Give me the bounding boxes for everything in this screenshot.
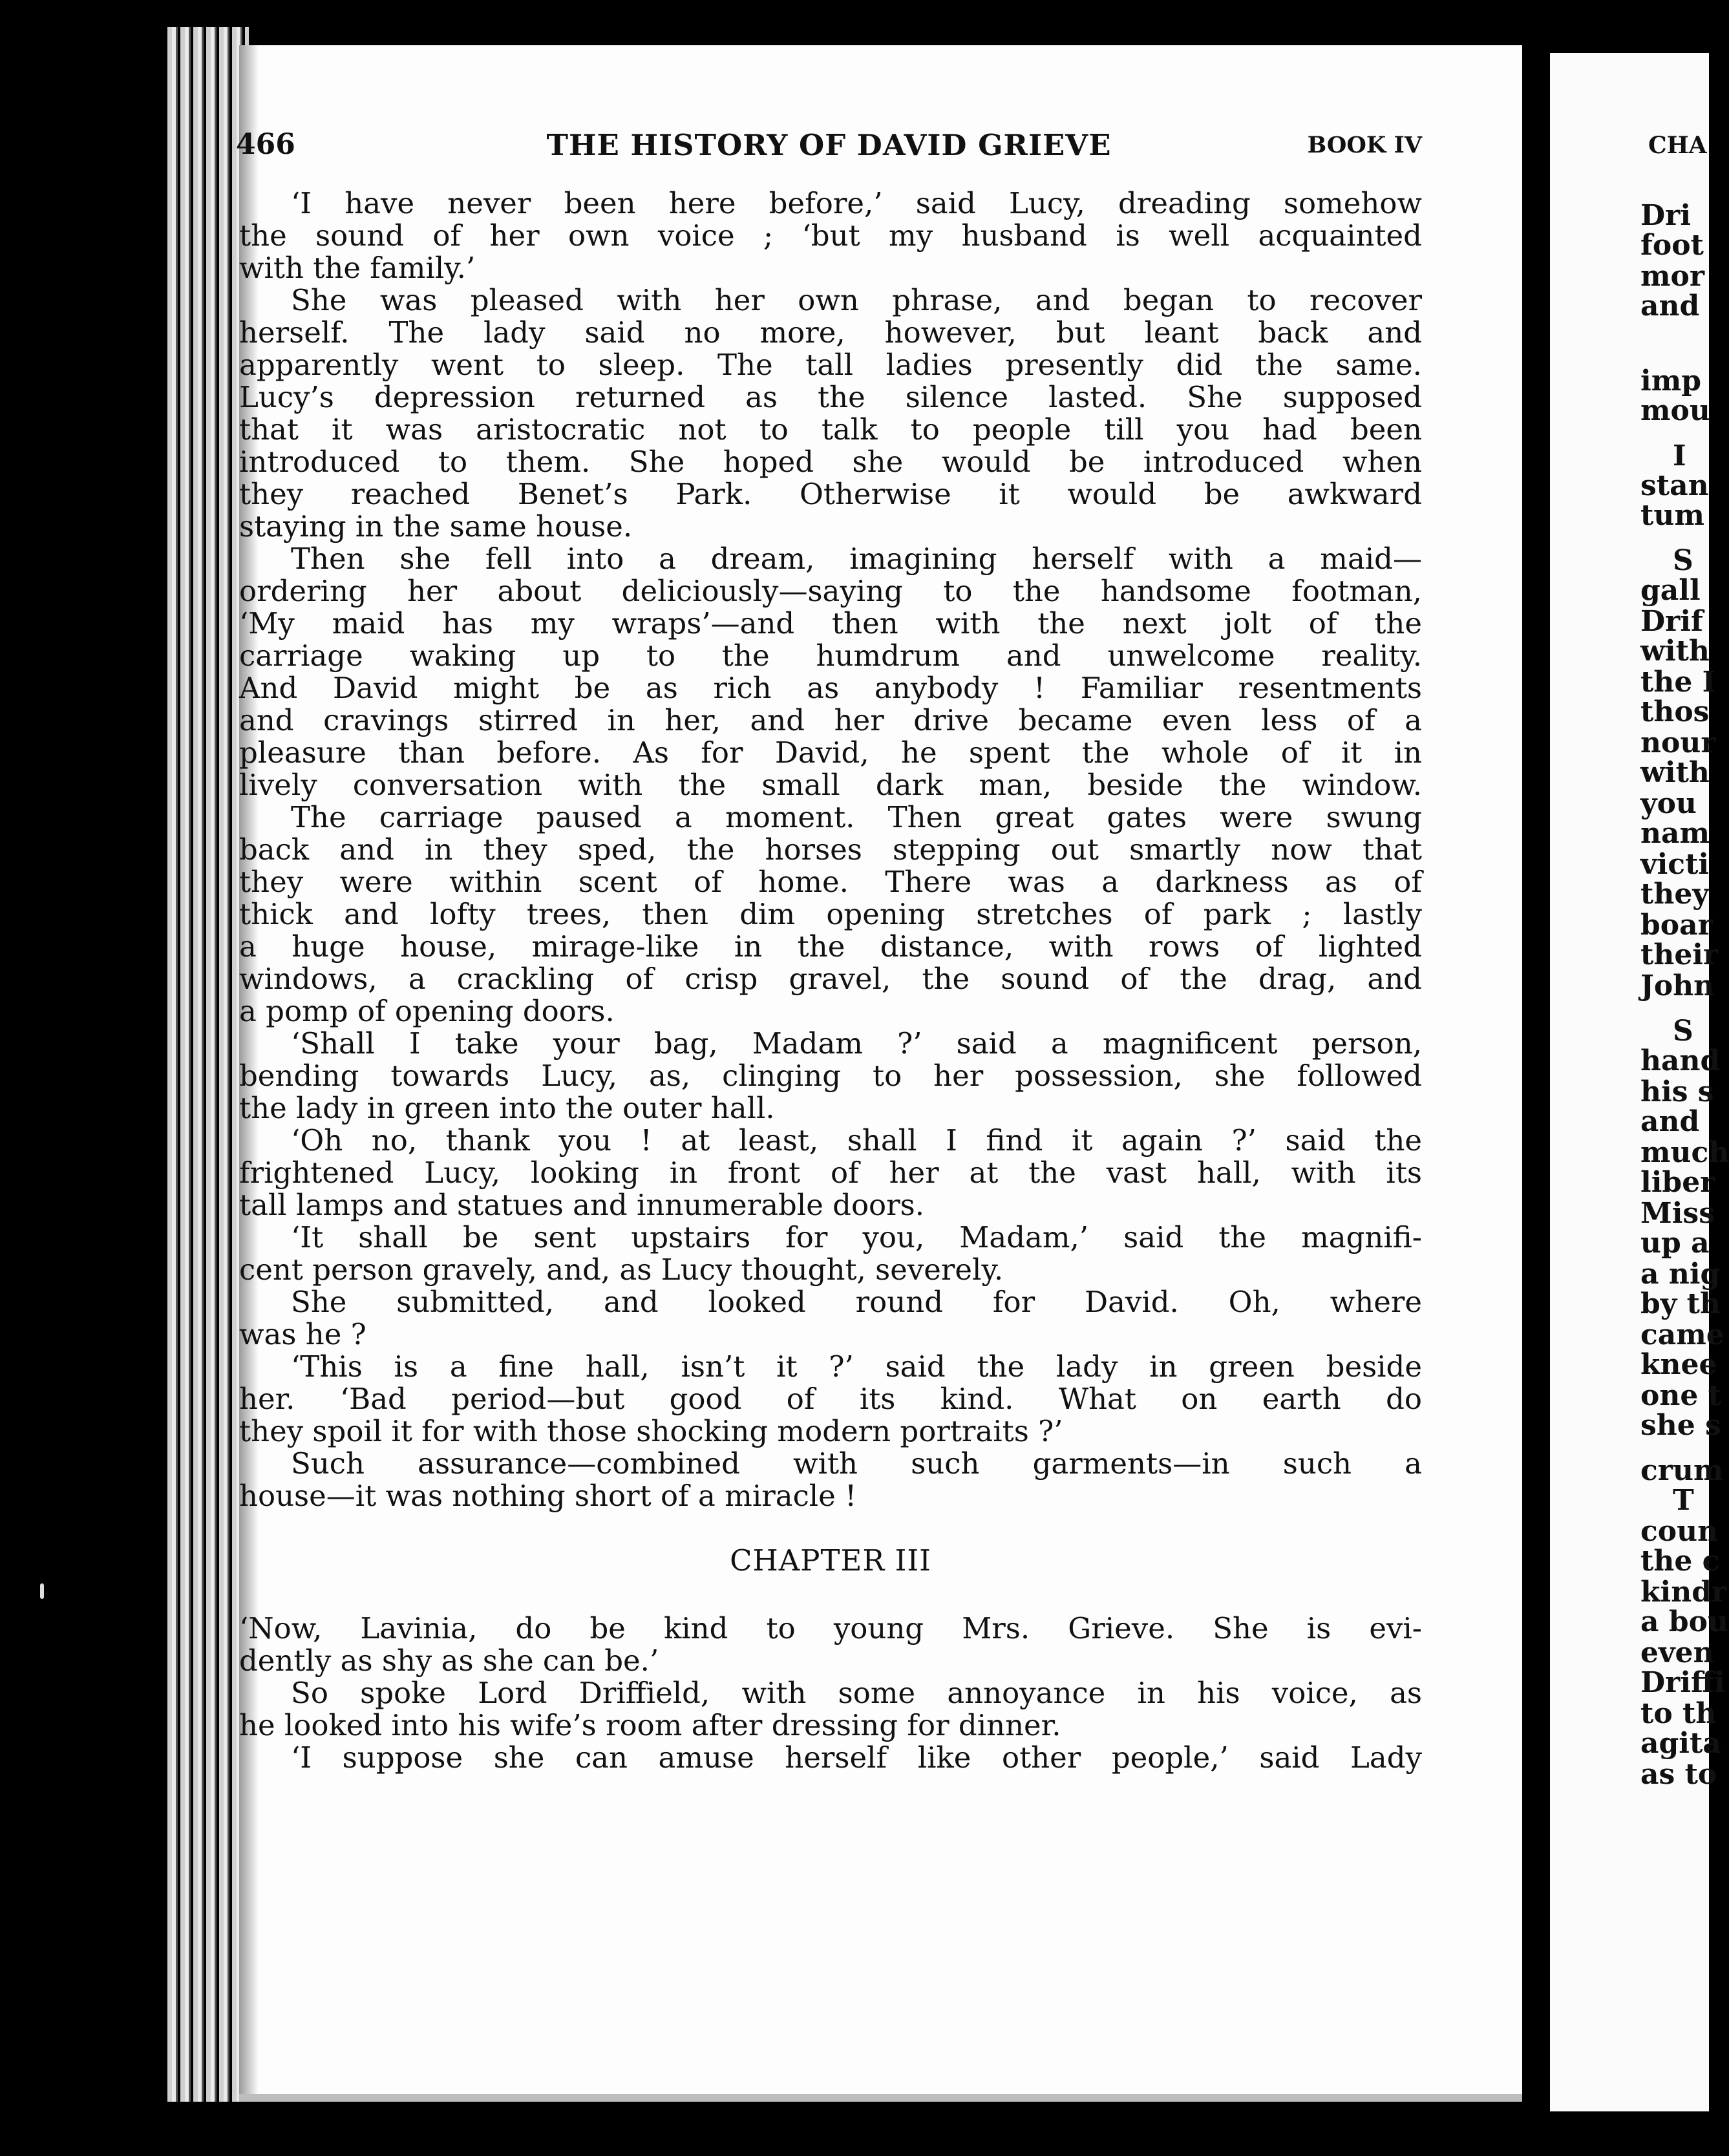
text-line: ‘My maid has my wraps’—and then with the next jolt of the — [239, 606, 1422, 640]
chapter-heading: CHAPTER III — [730, 1543, 931, 1578]
facing-page-line: knee — [1640, 1348, 1717, 1381]
facing-page-line: even — [1640, 1636, 1714, 1669]
facing-page-line: the I — [1640, 666, 1716, 699]
text-line: And David might be as rich as anybody ! Familiar resentments — [239, 671, 1422, 705]
text-line: lively conversation with the small dark man, beside the window. — [239, 768, 1422, 802]
text-line: frightened Lucy, looking in front of her at the vast hall, with its — [239, 1156, 1422, 1190]
facing-page-line: to th — [1640, 1697, 1717, 1730]
text-line: apparently went to sleep. The tall ladies presently did the same. — [239, 348, 1422, 382]
text-line: Then she fell into a dream, imagining herself with a maid— — [291, 542, 1422, 576]
facing-page-line: Driffi — [1640, 1666, 1725, 1699]
text-line: a huge house, mirage-like in the distance, with rows of lighted — [239, 929, 1422, 964]
text-line: ordering her about deliciously—saying to the handsome footman, — [239, 574, 1422, 608]
text-line: Lucy’s depression returned as the silence lasted. She supposed — [239, 380, 1422, 414]
facing-page-line: stan — [1640, 469, 1709, 502]
text-line: ‘It shall be sent upstairs for you, Madam,’ said the magnifi- — [291, 1220, 1422, 1254]
facing-page-line: crum — [1640, 1454, 1724, 1487]
book-label: BOOK IV — [1307, 132, 1422, 158]
facing-page-line: one t — [1640, 1379, 1721, 1412]
facing-page-line: she s — [1640, 1409, 1721, 1442]
text-line: pleasure than before. As for David, he spent the whole of it in — [239, 735, 1422, 770]
facing-page-line: coun — [1640, 1515, 1719, 1548]
facing-page-line: a nig — [1640, 1258, 1721, 1291]
facing-page-line: agita — [1640, 1727, 1721, 1760]
text-line: the lady in green into the outer hall. — [239, 1091, 775, 1125]
facing-page-line: hand — [1640, 1044, 1721, 1077]
text-line: herself. The lady said no more, however, but leant back and — [239, 315, 1422, 350]
facing-page-line: John — [1640, 969, 1715, 1002]
facing-page-line: and — [1640, 1105, 1700, 1138]
text-line: thick and lofty trees, then dim opening stretches of park ; lastly — [239, 897, 1422, 931]
text-line: they spoil it for with those shocking modern portraits ?’ — [239, 1414, 1063, 1448]
facing-page-line: nam — [1640, 817, 1710, 850]
text-line: the sound of her own voice ; ‘but my husband is well acquainted — [239, 218, 1422, 253]
text-line: he looked into his wife’s room after dressing for dinner. — [239, 1708, 1061, 1742]
text-line: and cravings stirred in her, and her drive became even less of a — [239, 703, 1422, 737]
text-line: Such assurance—combined with such garments—in such a — [291, 1446, 1422, 1481]
text-line: staying in the same house. — [239, 509, 633, 544]
text-line: her. ‘Bad period—but good of its kind. What on earth do — [239, 1382, 1422, 1416]
text-line: tall lamps and statues and innumerable doors. — [239, 1188, 925, 1222]
text-line: She submitted, and looked round for David. Oh, where — [291, 1285, 1422, 1319]
text-line: carriage waking up to the humdrum and unwelcome reality. — [239, 639, 1422, 673]
facing-page-line: a bou — [1640, 1605, 1728, 1638]
facing-page-line: boar — [1640, 909, 1713, 942]
page-number: 466 — [236, 128, 295, 161]
text-line: ‘Now, Lavinia, do be kind to young Mrs. Grieve. She is evi- — [239, 1611, 1422, 1645]
facing-page-line: thos — [1640, 695, 1710, 728]
facing-page-header: CHA — [1648, 132, 1707, 159]
scan-speck — [40, 1583, 44, 1599]
facing-page-line: with — [1640, 635, 1710, 668]
text-line: So spoke Lord Driffield, with some annoyance in his voice, as — [291, 1676, 1422, 1710]
text-line: a pomp of opening doors. — [239, 994, 615, 1028]
text-line: they were within scent of home. There was a darkness as of — [239, 865, 1422, 899]
facing-page-line: kindr — [1640, 1576, 1727, 1609]
text-line: they reached Benet’s Park. Otherwise it would be awkward — [239, 477, 1422, 511]
text-line: windows, a crackling of crisp gravel, the sound of the drag, and — [239, 962, 1422, 996]
facing-page-line: victi — [1640, 848, 1710, 881]
facing-page-line: S — [1673, 1015, 1693, 1048]
facing-page-line: as to — [1640, 1758, 1717, 1791]
facing-page-line: foot — [1640, 229, 1704, 262]
facing-page-line: liber — [1640, 1166, 1715, 1199]
facing-page-line: tum — [1640, 499, 1704, 532]
text-line: The carriage paused a moment. Then great gates were swung — [291, 800, 1422, 834]
text-line: back and in they sped, the horses stepping out smartly now that — [239, 832, 1422, 867]
text-line: was he ? — [239, 1317, 366, 1351]
facing-page-line: the c — [1640, 1545, 1720, 1578]
text-line: with the family.’ — [239, 251, 476, 285]
facing-page-line: you — [1640, 787, 1697, 820]
facing-page-line: T — [1673, 1484, 1694, 1517]
facing-page-line: by th — [1640, 1287, 1721, 1320]
text-line: house—it was nothing short of a miracle ! — [239, 1479, 857, 1513]
facing-page-line: their — [1640, 938, 1719, 971]
running-header — [236, 128, 1422, 176]
text-line: bending towards Lucy, as, clinging to her possession, she followed — [239, 1059, 1422, 1093]
facing-page-line: gall — [1640, 574, 1701, 607]
facing-page-line: imp — [1640, 365, 1702, 397]
text-line: introduced to them. She hoped she would be introduced when — [239, 445, 1422, 479]
facing-page — [1550, 53, 1729, 2111]
page-edge-stack — [165, 27, 249, 2102]
facing-page-line: and — [1640, 290, 1700, 322]
text-line: that it was aristocratic not to talk to people till you had been — [239, 412, 1422, 447]
facing-page-line: they — [1640, 878, 1709, 911]
text-line: ‘Oh no, thank you ! at least, shall I find it again ?’ said the — [291, 1123, 1422, 1157]
facing-page-line: much — [1640, 1136, 1729, 1169]
facing-page-line: nour — [1640, 726, 1716, 759]
facing-page-line: his s — [1640, 1075, 1714, 1108]
facing-page-line: mou — [1640, 394, 1710, 427]
facing-page-line: up a — [1640, 1227, 1710, 1260]
text-line: dently as shy as she can be.’ — [239, 1643, 659, 1678]
facing-page-line: Miss — [1640, 1197, 1715, 1230]
facing-page-line: came — [1640, 1318, 1724, 1351]
text-line: ‘I have never been here before,’ said Lucy, dreading somehow — [291, 186, 1422, 220]
text-line: She was pleased with her own phrase, and began to recover — [291, 283, 1422, 317]
facing-page-line: I — [1673, 439, 1686, 472]
running-title: THE HISTORY OF DAVID GRIEVE — [546, 128, 1112, 162]
facing-page-line: mor — [1640, 260, 1705, 293]
text-line: ‘Shall I take your bag, Madam ?’ said a magnificent person, — [291, 1026, 1422, 1061]
facing-page-line: Drif — [1640, 605, 1703, 638]
text-line: ‘This is a fine hall, isn’t it ?’ said the lady in green beside — [291, 1349, 1422, 1384]
facing-page-line: S — [1673, 544, 1693, 577]
body-text — [239, 187, 1422, 1774]
facing-page-line: Dri — [1640, 199, 1692, 232]
text-line: cent person gravely, and, as Lucy thought, severely. — [239, 1252, 1004, 1287]
page-bottom-edge — [239, 2094, 1522, 2102]
text-line: ‘I suppose she can amuse herself like other people,’ said Lady — [291, 1740, 1422, 1775]
facing-page-line: with — [1640, 756, 1710, 789]
